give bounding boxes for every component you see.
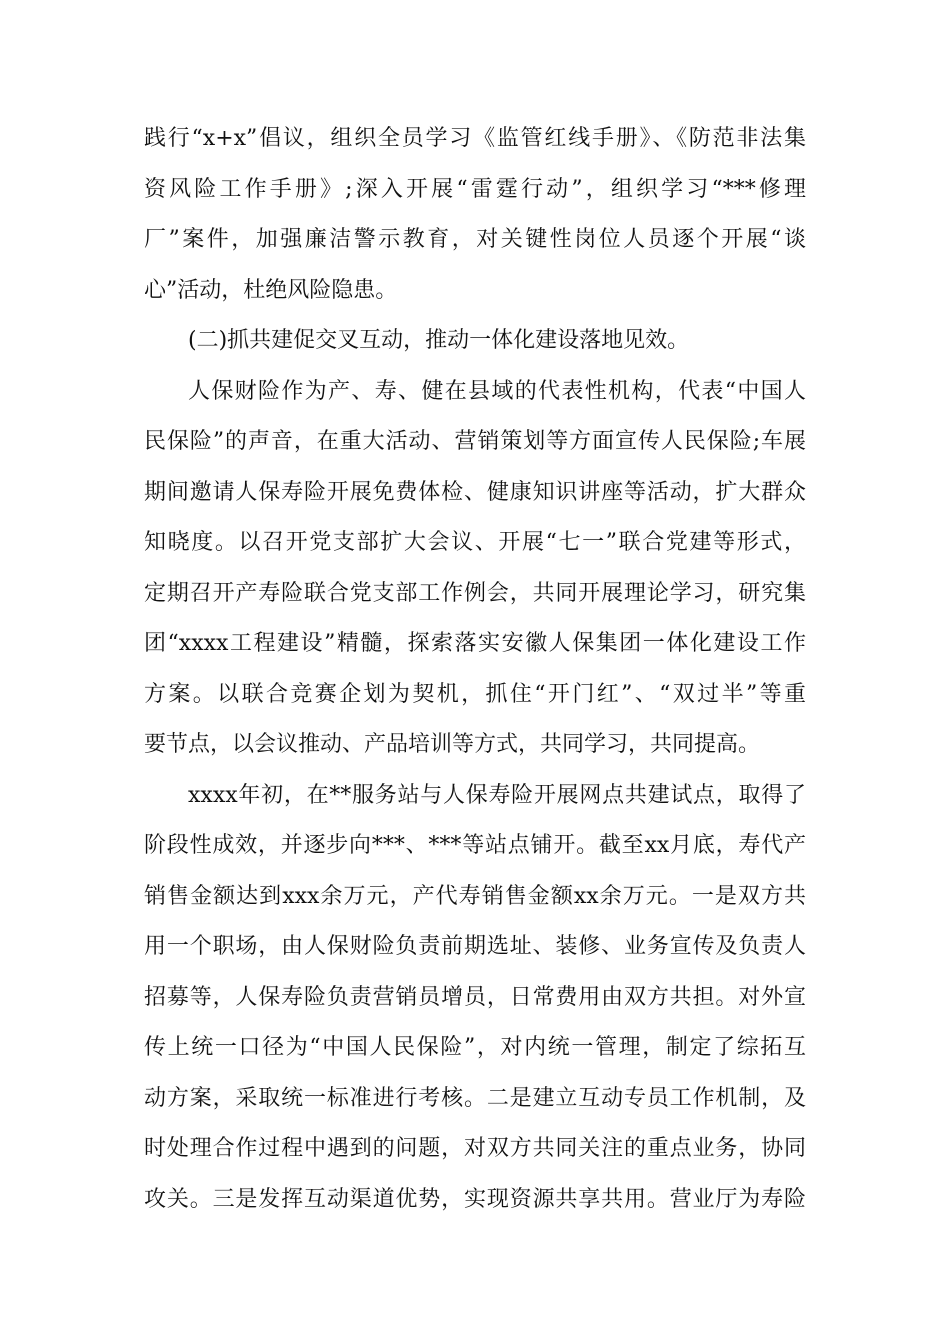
text-line: 践行“x+x”倡议，组织全员学习《监管红线手册》、《防范非法集 [144,126,806,151]
text-line: 人保财险作为产、寿、健在县域的代表性机构，代表“中国人 [188,378,806,404]
text-line: 定期召开产寿险联合党支部工作例会，共同开展理论学习，研究集 [144,580,806,606]
text-line: 招募等，人保寿险负责营销员增员，日常费用由双方共担。对外宣 [144,984,806,1010]
section-heading: (二)抓共建促交叉互动，推动一体化建设落地见效。 [188,328,690,353]
text-line: 心”活动，杜绝风险隐患。 [144,277,398,303]
text-line: 要节点，以会议推动、产品培训等方式，共同学习，共同提高。 [144,732,761,757]
text-line: 销售金额达到xxx余万元，产代寿销售金额xx余万元。一是双方共 [144,883,806,909]
text-line: 用一个职场，由人保财险负责前期选址、装修、业务宣传及负责人 [144,934,806,959]
text-line: 阶段性成效，并逐步向***、***等站点铺开。截至xx月底，寿代产 [144,833,806,858]
text-line: 厂”案件，加强廉洁警示教育，对关键性岗位人员逐个开展“谈 [144,227,806,252]
text-line: 资风险工作手册》;深入开展“雷霆行动”，组织学习“***修理 [144,176,806,202]
text-line: 方案。以联合竞赛企划为契机，抓住“开门红”、“双过半”等重 [144,681,806,707]
text-line: 民保险”的声音，在重大活动、营销策划等方面宣传人民保险;车展 [144,429,806,454]
text-line: 团“xxxx工程建设”精髓，探索落实安徽人保集团一体化建设工作 [144,631,806,656]
document-body [144,114,806,1225]
text-line: 动方案，采取统一标准进行考核。二是建立互动专员工作机制，及 [144,1085,806,1111]
text-line: 知晓度。以召开党支部扩大会议、开展“七一”联合党建等形式， [144,530,806,555]
text-line: 期间邀请人保寿险开展免费体检、健康知识讲座等活动，扩大群众 [144,479,806,505]
text-line: 传上统一口径为“中国人民保险”，对内统一管理，制定了综拓互 [144,1035,806,1060]
text-line: 攻关。三是发挥互动渠道优势，实现资源共享共用。营业厅为寿险 [144,1186,806,1212]
text-line: xxxx年初，在**服务站与人保寿险开展网点共建试点，取得了 [188,782,806,808]
text-line: 时处理合作过程中遇到的问题，对双方共同关注的重点业务，协同 [144,1136,806,1161]
